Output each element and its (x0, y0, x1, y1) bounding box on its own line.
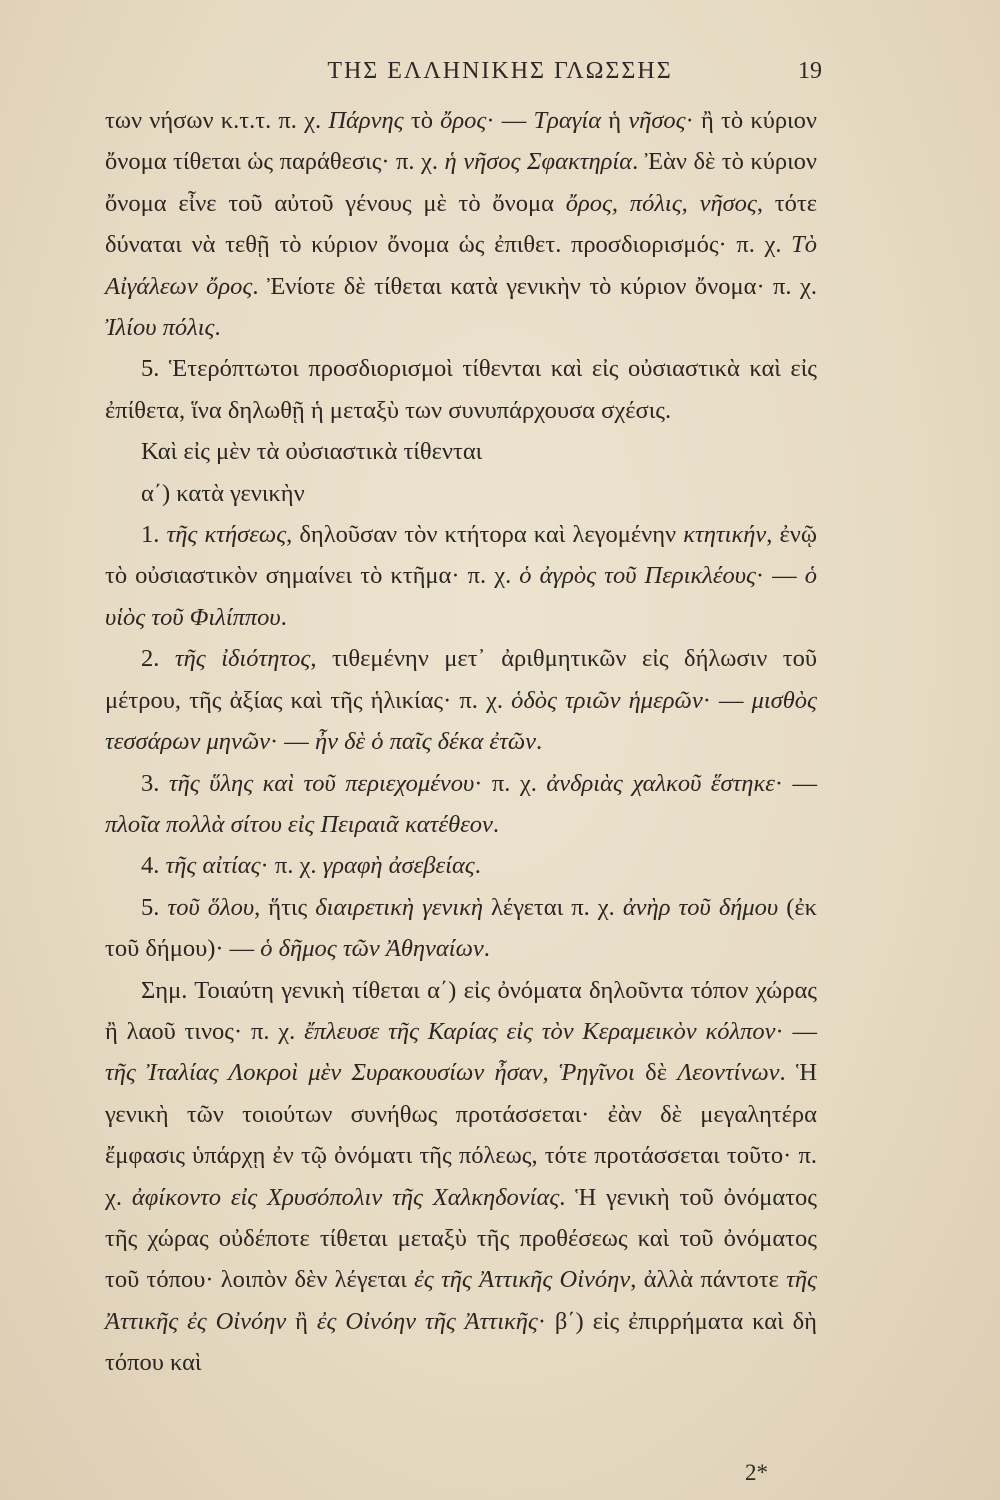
text-run: λέγεται π. χ. (482, 893, 623, 921)
body-text (105, 100, 817, 1384)
italic-run: τῆς Ἀττικῆς ἐς Οἰνόην (105, 1266, 817, 1335)
text-run: · — (775, 1017, 817, 1045)
paragraph (105, 100, 817, 348)
text-run: . (214, 314, 221, 342)
text-run: · π. χ. (260, 852, 323, 880)
italic-run: ἀφίκοντο εἰς Χρυσόπολιν τῆς Χαλκηδονίας (131, 1183, 560, 1211)
text-run: Καὶ εἰς μὲν τὰ οὐσιαστικὰ τίθενται (141, 438, 483, 466)
running-head (0, 58, 1000, 94)
paragraph (105, 763, 817, 846)
text-run: , δηλοῦσαν τὸν κτήτορα καὶ λεγομένην (286, 521, 684, 549)
text-run: . (474, 852, 481, 880)
text-run: · — (486, 107, 534, 134)
text-run: (ἐκ τοῦ δήμου)· — (105, 893, 817, 963)
paragraph (105, 845, 817, 886)
text-run: . Ἐὰν δὲ τὸ κύριον ὄνομα εἶνε τοῦ αὐτοῦ γένους μὲ τὸ ὄνομα (105, 148, 817, 217)
paragraph (105, 348, 817, 431)
text-run: . Ἡ γενικὴ τοῦ ὀνόματος τῆς χώρας οὐδέποτε τίθεται μεταξὺ τῆς προθέσεως καὶ τοῦ ὀνόματος τοῦ τόπου· λοιπὸν δὲν λέγεται (105, 1183, 817, 1294)
italic-run: γραφὴ ἀσεβείας (322, 852, 475, 880)
text-run: · — (755, 562, 805, 590)
italic-run: ὄρος, πόλις, νῆσος (565, 189, 757, 217)
text-run: , ἐνῷ τὸ οὐσιαστικὸν σημαίνει τὸ κτῆμα· π. χ. (105, 521, 817, 590)
text-run: 5. (141, 893, 168, 921)
italic-run: τῆς ὕλης καὶ τοῦ περιεχομένου (168, 769, 475, 797)
text-run: . Ἡ γενικὴ τῶν τοιούτων συνήθως προτάσσεται· ἐὰν δὲ μεγαλητέρα ἔμφασις ὑπάρχῃ ἐν τῷ ὀνόματι τῆς πόλεως, τότε προτάσσεται τοῦτο· π. χ. (105, 1059, 818, 1211)
text-run: · — (702, 686, 752, 714)
italic-run: Τὸ Αἰγάλεων ὄρος (105, 231, 817, 300)
text-run: , ἀλλὰ πάντοτε (630, 1266, 787, 1294)
text-run: , ἥτις (254, 893, 316, 921)
paragraph (105, 638, 817, 762)
text-run: . (492, 810, 500, 838)
text-run: . (536, 728, 543, 756)
text-run: Σημ. Τοιαύτη γενικὴ τίθεται α΄) εἰς ὀνόματα δηλοῦντα τόπον χώρας ἢ λαοῦ τινος· π. χ. (105, 976, 817, 1045)
italic-run: ἦν δὲ ὁ παῖς δέκα ἐτῶν (314, 728, 537, 756)
text-run: 3. (141, 769, 169, 797)
italic-run: ὁδὸς τριῶν ἡμερῶν (511, 686, 703, 714)
italic-run: Πάρνης (328, 107, 404, 134)
running-title: ΤΗΣ ΕΛΛΗΝΙΚΗΣ ΓΛΩΣΣΗΣ (327, 58, 673, 84)
italic-run: νῆσος (628, 107, 686, 134)
text-run: 4. (141, 852, 166, 880)
italic-run: ἔπλευσε τῆς Καρίας εἰς τὸν Κεραμεικὸν κόλπον (304, 1017, 776, 1045)
text-run: 2. (141, 645, 175, 673)
italic-run: ὁ δῆμος τῶν Ἀθηναίων (260, 935, 484, 963)
text-run: · — (270, 728, 315, 756)
italic-run: τῆς αἰτίας (165, 852, 261, 880)
italic-run: κτητικήν (683, 521, 767, 549)
paragraph (105, 431, 817, 472)
italic-run: τῆς κτήσεως (166, 521, 287, 549)
signature-mark: 2* (745, 1460, 768, 1485)
text-run: · ἢ τὸ κύριον ὄνομα τίθεται ὡς παράθεσις· π. χ. (105, 107, 817, 176)
text-run: ἢ (286, 1307, 317, 1335)
page-number: 19 (798, 58, 822, 84)
text-run: · β΄) εἰς ἐπιρρήματα καὶ δὴ τόπου καὶ (105, 1307, 817, 1377)
italic-run: ὁ ἀγρὸς τοῦ Περικλέους (519, 562, 756, 590)
italic-run: διαιρετικὴ γενικὴ (315, 893, 483, 921)
italic-run: ἡ νῆσος Σφακτηρία (444, 148, 633, 176)
text-run: . (280, 603, 287, 631)
text-run: ἡ (601, 107, 629, 134)
italic-run: ἐς τῆς Ἀττικῆς Οἰνόην (414, 1266, 631, 1294)
paragraph (105, 887, 817, 970)
italic-run: ἀνὴρ τοῦ δήμου (622, 893, 779, 921)
text-run: των νήσων κ.τ.τ. π. χ. (105, 107, 329, 134)
italic-run: μισθὸς τεσσάρων μηνῶν (105, 686, 817, 756)
text-run: · — (774, 769, 818, 797)
italic-run: τῆς ἰδιότητος (174, 645, 311, 673)
italic-run: τῆς Ἰταλίας Λοκροὶ μὲν Συρακουσίων ἦσαν, Ῥηγῖνοι (105, 1059, 635, 1087)
text-run: 5. Ἑτερόπτωτοι προσδιορισμοὶ τίθενται καὶ εἰς οὐσιαστικὰ καὶ εἰς ἐπίθετα, ἵνα δηλωθῇ ἡ μεταξὺ των συνυπάρχουσα σχέσις. (105, 355, 817, 424)
text-run: . (483, 935, 490, 963)
paragraph (105, 473, 817, 514)
italic-run: Λεοντίνων (677, 1059, 780, 1087)
text-run: 1. (141, 521, 167, 549)
italic-run: πλοῖα πολλὰ σίτου εἰς Πειραιᾶ κατέθεον (105, 810, 493, 838)
italic-run: Ἰλίου πόλις (105, 314, 215, 342)
paragraph (105, 514, 817, 638)
text-run: . Ἐνίοτε δὲ τίθεται κατὰ γενικὴν τὸ κύριον ὄνομα· π. χ. (252, 272, 817, 300)
italic-run: τοῦ ὅλου (167, 893, 255, 921)
text-run: , τότε δύναται νὰ τεθῇ τὸ κύριον ὄνομα ὡς ἐπιθετ. προσδιορισμός· π. χ. (105, 189, 817, 259)
text-run: δὲ (634, 1059, 678, 1087)
italic-run: Τραγία (533, 107, 602, 134)
text-run: , τιθεμένην μετ᾽ ἀριθμητικῶν εἰς δήλωσιν τοῦ μέτρου, τῆς ἀξίας καὶ τῆς ἡλικίας· π. χ. (105, 645, 817, 714)
italic-run: ἐς Οἰνόην τῆς Ἀττικῆς (316, 1307, 538, 1335)
italic-run: ὄρος (440, 107, 487, 134)
italic-run: ἀνδριὰς χαλκοῦ ἕστηκε (546, 769, 775, 797)
italic-run: ὁ υἱὸς τοῦ Φιλίππου (105, 562, 817, 631)
text-run: α΄) κατὰ γενικὴν (141, 479, 305, 507)
text-run: τὸ (403, 107, 441, 134)
text-run: · π. χ. (474, 769, 547, 797)
paragraph (105, 970, 817, 1384)
